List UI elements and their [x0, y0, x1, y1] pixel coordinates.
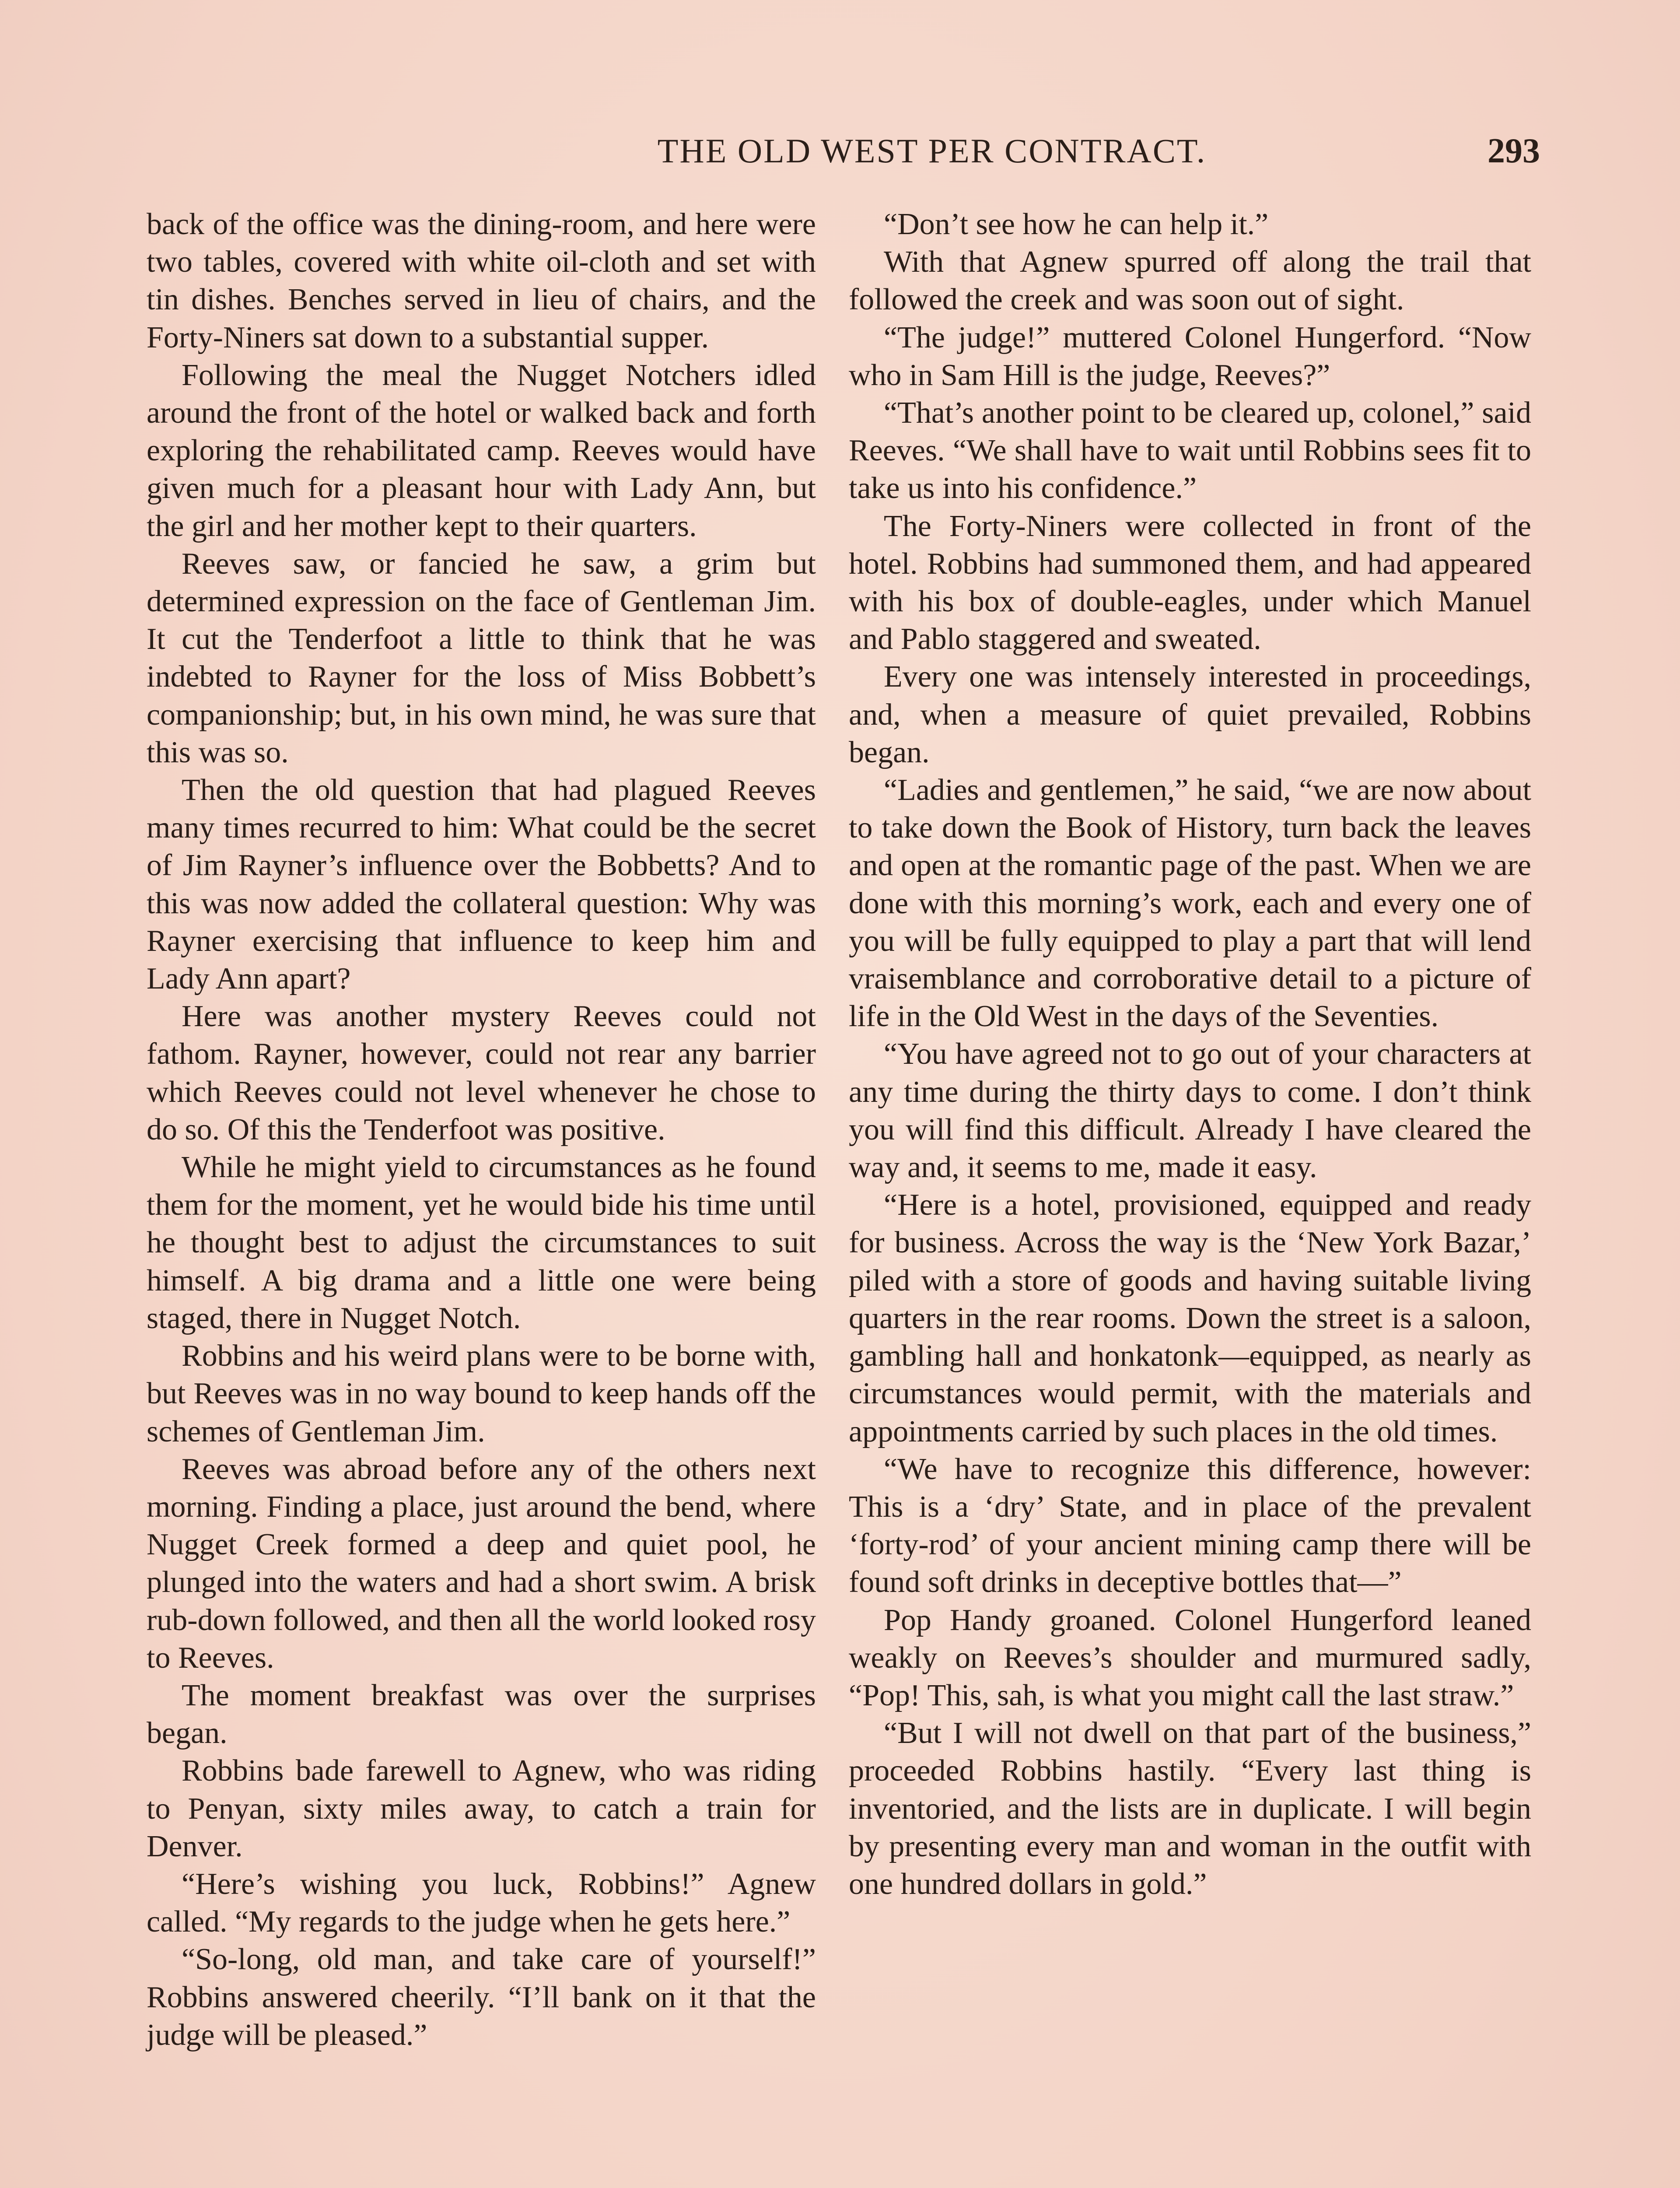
paragraph: “That’s another point to be cleared up, colonel,” said Reeves. “We shall have to wait until Robbins sees fit to take us into his confidence.”	[849, 396, 1531, 505]
paragraph: “Here is a hotel, provisioned, equipped and ready for business. Across the way is the ‘New York Bazar,’ piled with a store of goods and having suitable living quarters in the rear rooms. Down the street is a saloon, gambling hall and honkatonk—equipped, as nearly as circumstances would permit, with the materials and appointments carried by such places in the old times.	[849, 1188, 1531, 1448]
paragraph: Pop Handy groaned. Colonel Hungerford leaned weakly on Reeves’s shoulder and murmured sadly, “Pop! This, sah, is what you might call the last straw.”	[849, 1603, 1531, 1712]
paragraph: “The judge!” muttered Colonel Hungerford. “Now who in Sam Hill is the judge, Reeves?”	[849, 320, 1531, 392]
paragraph: “Here’s wishing you luck, Robbins!” Agnew called. “My regards to the judge when he gets here.”	[147, 1867, 816, 1939]
right-column	[849, 206, 1531, 1903]
page-number: 293	[1488, 132, 1540, 170]
paragraph: back of the office was the dining-room, and here were two tables, covered with white oil-cloth and set with tin dishes. Benches served in lieu of chairs, and the Forty-Niners sat down to a substantial supper.	[147, 207, 816, 354]
paragraph: Reeves was abroad before any of the others next morning. Finding a place, just around the bend, where Nugget Creek formed a deep and quiet pool, he plunged into the waters and had a short swim. A brisk rub-down followed, and then all the world looked rosy to Reeves.	[147, 1452, 816, 1675]
paragraph: Then the old question that had plagued Reeves many times recurred to him: What could be the secret of Jim Rayner’s influence over the Bobbetts? And to this was now added the collateral question: Why was Rayner exercising that influence to keep him and Lady Ann apart?	[147, 773, 816, 996]
paragraph: Here was another mystery Reeves could not fathom. Rayner, however, could not rear any barrier which Reeves could not level whenever he chose to do so. Of this the Tenderfoot was positive.	[147, 999, 816, 1147]
paragraph: “Don’t see how he can help it.”	[884, 207, 1269, 241]
running-head-title: THE OLD WEST PER CONTRACT.	[657, 132, 1207, 170]
paragraph: “We have to recognize this difference, however: This is a ‘dry’ State, and in place of the prevalent ‘forty-rod’ of your ancient mining camp there will be found soft drinks in deceptive bottles that—”	[849, 1452, 1531, 1599]
paragraph: “So-long, old man, and take care of yourself!” Robbins answered cheerily. “I’ll bank on it that the judge will be pleased.”	[147, 1943, 816, 2052]
running-head	[140, 131, 1540, 184]
paragraph: While he might yield to circumstances as he found them for the moment, yet he would bide his time until he thought best to adjust the circumstances to suit himself. A big drama and a little one were being staged, there in Nugget Notch.	[147, 1150, 816, 1335]
paragraph: With that Agnew spurred off along the trail that followed the creek and was soon out of sight.	[849, 245, 1531, 317]
paragraph: Following the meal the Nugget Notchers idled around the front of the hotel or walked back and forth exploring the rehabilitated camp. Reeves would have given much for a pleasant hour with Lady Ann, but the girl and her mother kept to their quarters.	[147, 358, 816, 543]
paragraph: Reeves saw, or fancied he saw, a grim but determined expression on the face of Gentleman Jim. It cut the Tenderfoot a little to think that he was indebted to Rayner for the loss of Miss Bobbett’s companionship; but, in his own mind, he was sure that this was so.	[147, 547, 816, 769]
left-column	[147, 206, 816, 2054]
paragraph: Robbins bade farewell to Agnew, who was riding to Penyan, sixty miles away, to catch a train for Denver.	[147, 1754, 816, 1863]
paragraph: “Ladies and gentlemen,” he said, “we are now about to take down the Book of History, turn back the leaves and open at the romantic page of the past. When we are done with this morning’s work, each and every one of you will be fully equipped to play a part that will lend vraisemblance and corroborative detail to a picture of life in the Old West in the days of the Seventies.	[849, 773, 1531, 1034]
paragraph: The Forty-Niners were collected in front of the hotel. Robbins had summoned them, and had appeared with his box of double-eagles, under which Manuel and Pablo staggered and sweated.	[849, 509, 1531, 656]
paragraph: “You have agreed not to go out of your characters at any time during the thirty days to come. I don’t think you will find this difficult. Already I have cleared the way and, it seems to me, made it easy.	[849, 1037, 1531, 1185]
paragraph: “But I will not dwell on that part of the business,” proceeded Robbins hastily. “Every last thing is inventoried, and the lists are in duplicate. I will begin by presenting every man and woman in the outfit with one hundred dollars in gold.”	[849, 1716, 1531, 1901]
paragraph: The moment breakfast was over the surprises began.	[147, 1678, 816, 1750]
paragraph: Robbins and his weird plans were to be borne with, but Reeves was in no way bound to keep hands off the schemes of Gentleman Jim.	[147, 1339, 816, 1448]
paragraph: Every one was intensely interested in proceedings, and, when a measure of quiet prevailed, Robbins began.	[849, 660, 1531, 769]
